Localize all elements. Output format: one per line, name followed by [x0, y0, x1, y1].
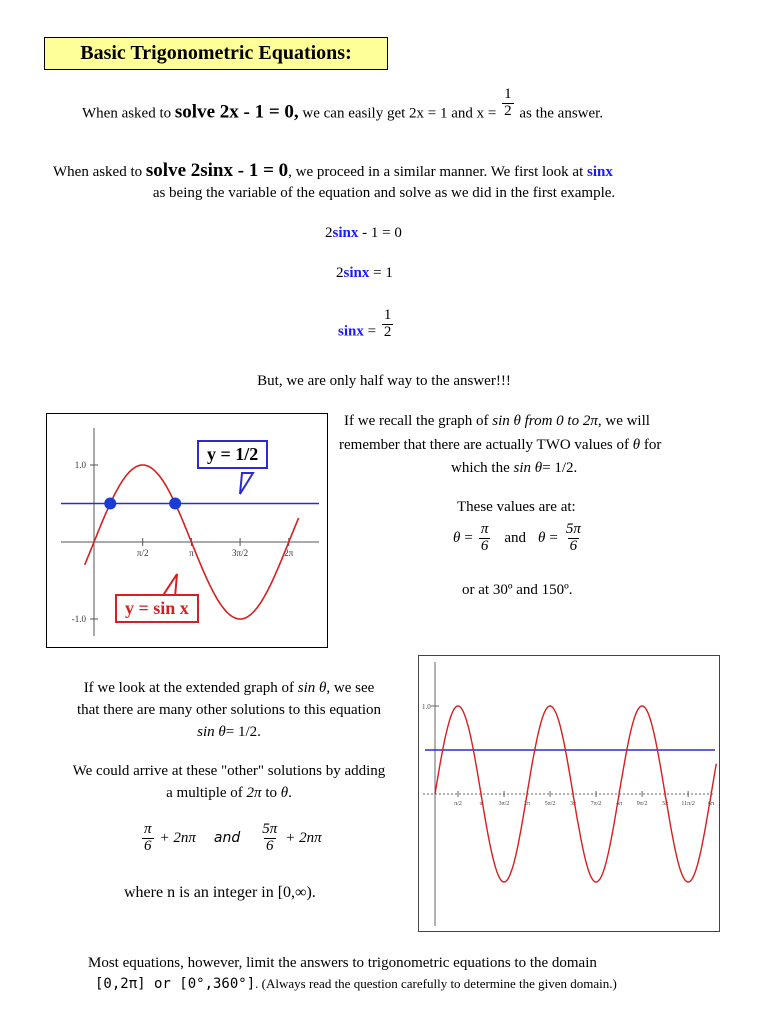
x-tick-label: 2π [524, 801, 531, 807]
intro-line-1 [82, 86, 604, 131]
intersection-point [169, 498, 181, 510]
halfway-text: But, we are only half way to the answer!!! [257, 373, 511, 389]
math-theta: θ [632, 437, 641, 453]
equals-sign: = [464, 529, 473, 546]
other-text: . [288, 785, 292, 801]
fraction-5pi-6 [260, 822, 279, 855]
footer-text: Most equations, however, limit the answers to trigonometric equations to the domain [88, 955, 597, 971]
recall-line-2 [339, 437, 661, 454]
fraction-denominator: 6 [480, 537, 489, 554]
fraction-one-half [382, 308, 394, 341]
page-title [44, 37, 388, 70]
halfway-note [0, 373, 768, 390]
x-tick-label: 11π/2 [681, 801, 695, 807]
y-tick-label: 1.0 [422, 703, 431, 711]
math-expr: sin θ [513, 460, 543, 476]
x-tick-label: 4π [616, 801, 623, 807]
step-rest: - 1 = 0 [362, 225, 402, 241]
intro-text: , we proceed in a similar manner. We first look at [288, 164, 584, 180]
integer-text: . [311, 884, 316, 901]
fraction-numerator: π [144, 821, 152, 837]
x-tick-label: 5π/2 [544, 801, 556, 807]
footer-line-1 [88, 955, 597, 972]
recall-line-1 [344, 413, 650, 430]
x-tick-label: π/2 [454, 801, 462, 807]
fraction-pi-6 [142, 822, 154, 855]
recall-text: remember that there are actually TWO values of [339, 437, 630, 453]
integer-text: where n is an integer in [0,∞) [124, 884, 312, 901]
math-expr: sin θ [297, 680, 327, 696]
extended-sine-graph [419, 656, 718, 930]
fraction-numerator: 5π [262, 821, 278, 837]
math-theta: θ [453, 529, 461, 546]
y-tick-label: -1.0 [71, 614, 86, 624]
equals-sign: = [549, 529, 558, 546]
recall-text: = 1/2. [542, 460, 578, 476]
values-heading [457, 499, 576, 516]
intro-text: When asked to [53, 164, 143, 180]
sinx-highlight: sinx [338, 323, 364, 340]
fraction-pi-6 [479, 522, 491, 555]
callout-text: y = 1/2 [207, 444, 259, 464]
fraction-one-half [502, 87, 514, 120]
and-word: and [213, 830, 241, 847]
degrees-text: or at 30º and 150º. [462, 582, 573, 598]
fraction-numerator: π [480, 521, 489, 537]
math-expr: sin θ [197, 724, 226, 740]
other-text: a multiple of [166, 785, 243, 801]
x-tick-label: 3π/2 [498, 801, 510, 807]
callout-pointer-top [240, 473, 253, 494]
domain-notation: [0,2π] or [0°,360°] [95, 976, 256, 992]
recall-text: If we recall the graph of [344, 413, 489, 429]
general-solutions [140, 822, 322, 855]
extended-text: = 1/2. [225, 724, 261, 740]
callout-y-sinx [115, 594, 199, 623]
intro-text: as the answer. [519, 105, 604, 122]
intersection-point [104, 498, 116, 510]
step-rest: = 1 [373, 265, 393, 281]
sinx-highlight: sinx [586, 164, 613, 180]
extended-graph-frame [418, 655, 720, 932]
recall-text: for [643, 437, 662, 453]
math-expr: sin θ from 0 to 2π [492, 413, 598, 429]
equals-sign: = [367, 323, 377, 340]
extended-line-3 [40, 724, 418, 741]
x-tick-label: 3π [570, 801, 577, 807]
extended-text: that there are many other solutions to this equation [76, 702, 382, 718]
page-title-text: Basic Trigonometric Equations: [80, 42, 352, 64]
x-tick-label: 6π [708, 801, 715, 807]
degrees-note [462, 582, 573, 599]
step-2 [336, 265, 393, 282]
step-1 [325, 225, 402, 242]
sinx-highlight: sinx [332, 225, 359, 241]
other-line-2 [40, 785, 418, 802]
y-tick-label: 1.0 [74, 460, 86, 470]
step-3 [338, 307, 395, 349]
math-expr: + 2nπ [285, 829, 322, 846]
x-tick-label: 7π/2 [590, 801, 602, 807]
fraction-denominator: 6 [144, 837, 152, 854]
other-line-1 [40, 763, 418, 780]
intro-text: When asked to [82, 105, 172, 122]
math-theta: θ [538, 529, 546, 546]
step-coef: 2 [325, 225, 333, 241]
and-word: and [504, 529, 527, 546]
extended-text: If we look at the extended graph of [83, 680, 295, 696]
extended-text: , we see [326, 680, 375, 696]
intro-text: we can easily get 2x = 1 and x = [302, 105, 497, 122]
math-theta: θ [280, 785, 289, 801]
other-text: to [265, 785, 277, 801]
intro-line-3 [0, 185, 768, 202]
values-text: These values are at: [457, 499, 576, 515]
equation-highlight: solve 2sinx - 1 = 0 [145, 160, 289, 181]
callout-text: y = sin x [125, 598, 189, 618]
extended-line-1 [40, 680, 418, 697]
step-coef: 2 [336, 265, 344, 281]
recall-text: which the [451, 460, 510, 476]
x-tick-label: π/2 [136, 548, 149, 558]
sinx-highlight: sinx [343, 265, 370, 281]
extended-line-2 [40, 702, 418, 719]
math-expr: 2π [246, 785, 262, 801]
fraction-numerator: 5π [565, 521, 581, 537]
fraction-numerator: 1 [504, 86, 512, 102]
x-tick-label: 9π/2 [636, 801, 648, 807]
other-text: We could arrive at these "other" solutions by adding [72, 763, 386, 779]
equation-highlight: solve 2x - 1 = 0, [174, 101, 299, 123]
footer-line-2 [95, 975, 617, 993]
fraction-denominator: 6 [569, 537, 578, 554]
intro-text: as being the variable of the equation and solve as we did in the first example. [152, 185, 616, 201]
fraction-denominator: 6 [266, 837, 274, 854]
recall-line-3 [451, 460, 577, 477]
x-tick-label: 3π/2 [232, 548, 249, 558]
fraction-numerator: 1 [383, 307, 392, 323]
sine-graph-frame [46, 413, 328, 648]
integer-note [124, 884, 316, 902]
x-tick-label: 5π [662, 801, 669, 807]
fraction-denominator: 2 [504, 102, 512, 119]
math-expr: + 2nπ [159, 829, 196, 846]
x-tick-label: π [189, 548, 194, 558]
theta-values [453, 522, 585, 555]
footer-text: . (Always read the question carefully to determine the given domain.) [255, 976, 617, 991]
x-tick-label: 2π [284, 548, 294, 558]
x-tick-label: π [479, 801, 483, 807]
intro-line-2 [53, 160, 613, 182]
fraction-denominator: 2 [383, 323, 392, 340]
recall-text: , we will [597, 413, 650, 429]
fraction-5pi-6 [564, 522, 583, 555]
callout-y-half [197, 440, 268, 469]
